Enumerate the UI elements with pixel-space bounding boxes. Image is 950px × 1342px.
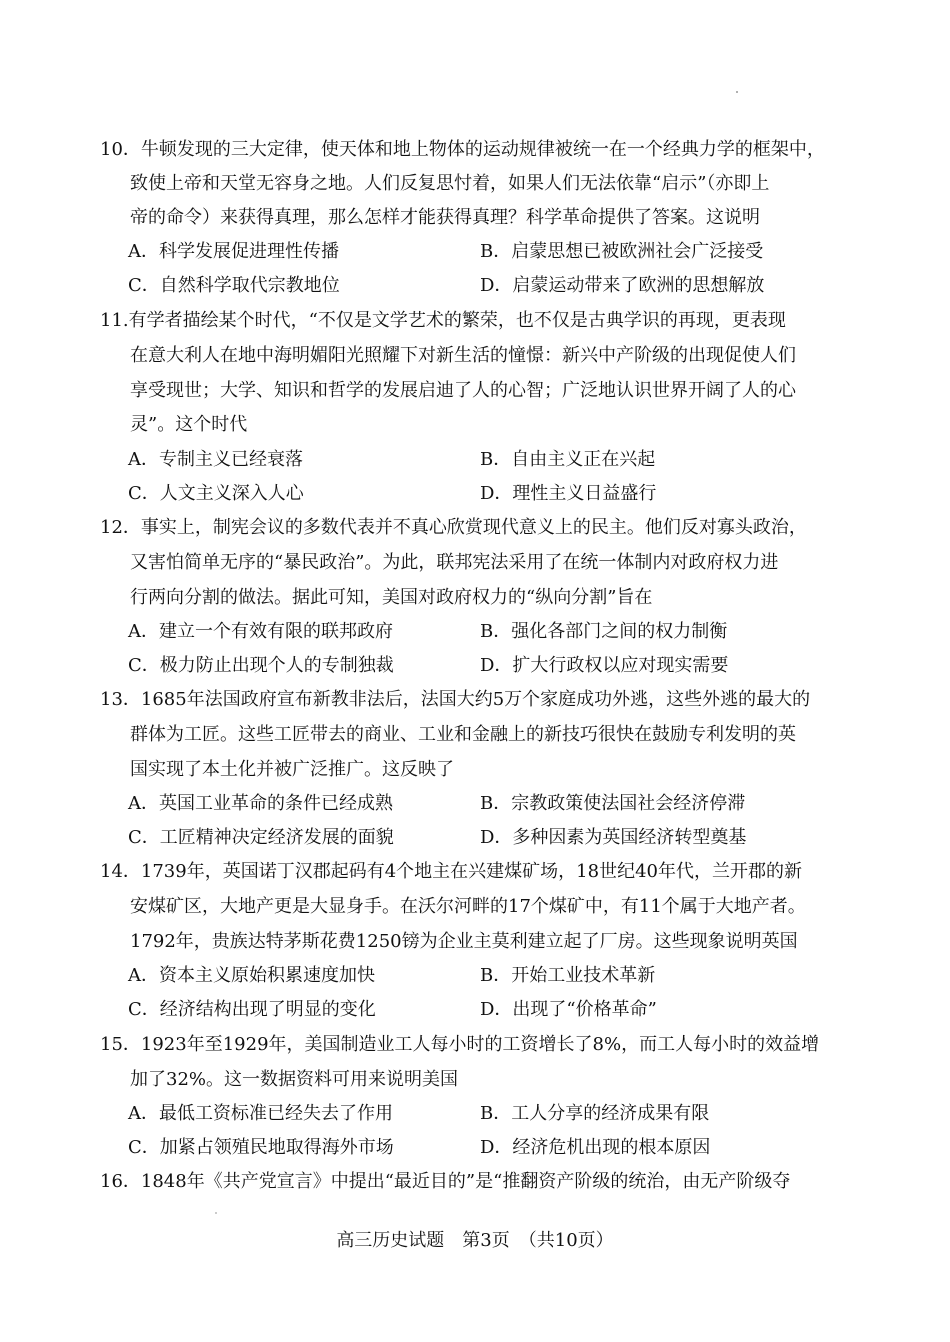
option-c: C．人文主义深入人心 [128, 483, 304, 504]
option-b: B．启蒙思想已被欧洲社会广泛接受 [480, 241, 764, 262]
question-stem-line: 致使上帝和天堂无容身之地。人们反复思忖着，如果人们无法依靠“启示”（亦即上 [130, 173, 770, 194]
question-stem-line: 15．1923年至1929年，美国制造业工人每小时的工资增长了8%，而工人每小时的效益增 [100, 1034, 820, 1055]
question-stem-line: 灵”。这个时代 [130, 414, 248, 435]
question-stem-line: 1792年，贵族达特茅斯花费1250镑为企业主莫利建立起了厂房。这些现象说明英国 [130, 931, 798, 952]
option-c: C．经济结构出现了明显的变化 [128, 999, 376, 1020]
question-stem-line: 安煤矿区，大地产更是大显身手。在沃尔河畔的17个煤矿中，有11个属于大地产者。 [130, 896, 806, 917]
option-b: B．开始工业技术革新 [480, 965, 656, 986]
option-d: D．启蒙运动带来了欧洲的思想解放 [480, 275, 765, 296]
option-c: C．自然科学取代宗教地位 [128, 275, 340, 296]
option-b: B．强化各部门之间的权力制衡 [480, 621, 728, 642]
option-c: C．工匠精神决定经济发展的面貌 [128, 827, 394, 848]
option-d: D．理性主义日益盛行 [480, 483, 657, 504]
question-stem-line: 行两向分割的做法。据此可知，美国对政府权力的“纵向分割”旨在 [130, 587, 653, 608]
option-b: B．自由主义正在兴起 [480, 449, 656, 470]
scan-speck [215, 1212, 217, 1214]
option-a: A．最低工资标准已经失去了作用 [128, 1103, 393, 1124]
option-c: C．加紧占领殖民地取得海外市场 [128, 1137, 394, 1158]
option-d: D．出现了“价格革命” [480, 999, 657, 1020]
option-c: C．极力防止出现个人的专制独裁 [128, 655, 394, 676]
option-b: B．工人分享的经济成果有限 [480, 1103, 710, 1124]
option-d: D．扩大行政权以应对现实需要 [480, 655, 729, 676]
question-stem-line: 享受现世；大学、知识和哲学的发展启迪了人的心智；广泛地认识世界开阔了人的心 [130, 380, 796, 401]
question-stem-line: 11.有学者描绘某个时代，“不仅是文学艺术的繁荣，也不仅是古典学识的再现，更表现 [100, 310, 786, 331]
question-stem-line: 群体为工匠。这些工匠带去的商业、工业和金融上的新技巧很快在鼓励专利发明的英 [130, 724, 796, 745]
option-b: B．宗教政策使法国社会经济停滞 [480, 793, 746, 814]
question-stem-line: 14．1739年，英国诺丁汉郡起码有4个地主在兴建煤矿场，18世纪40年代，兰开郡的新 [100, 861, 802, 882]
option-a: A．科学发展促进理性传播 [128, 241, 339, 262]
option-d: D．经济危机出现的根本原因 [480, 1137, 711, 1158]
question-stem-line: 国实现了本土化并被广泛推广。这反映了 [130, 759, 454, 780]
question-stem-line: 在意大利人在地中海明媚阳光照耀下对新生活的憧憬：新兴中产阶级的出现促使人们 [130, 345, 796, 366]
question-stem-line: 16．1848年《共产党宣言》中提出“最近目的”是“推翻资产阶级的统治，由无产阶级夺 [100, 1171, 791, 1192]
option-a: A．专制主义已经衰落 [128, 449, 303, 470]
option-a: A．英国工业革命的条件已经成熟 [128, 793, 393, 814]
question-stem-line: 12．事实上，制宪会议的多数代表并不真心欣赏现代意义上的民主。他们反对寡头政治， [100, 517, 807, 538]
page-footer: 高三历史试题 第3页 （共10页） [336, 1230, 614, 1251]
scan-speck [736, 91, 738, 93]
question-stem-line: 又害怕简单无序的“暴民政治”。为此，联邦宪法采用了在统一体制内对政府权力进 [130, 552, 779, 573]
question-stem-line: 帝的命令）来获得真理，那么怎样才能获得真理？科学革命提供了答案。这说明 [130, 207, 760, 228]
option-a: A．资本主义原始积累速度加快 [128, 965, 375, 986]
question-stem-line: 10．牛顿发现的三大定律，使天体和地上物体的运动规律被统一在一个经典力学的框架中， [100, 139, 825, 160]
option-a: A．建立一个有效有限的联邦政府 [128, 621, 393, 642]
question-stem-line: 加了32%。这一数据资料可用来说明美国 [130, 1069, 459, 1090]
option-d: D．多种因素为英国经济转型奠基 [480, 827, 747, 848]
question-stem-line: 13．1685年法国政府宣布新教非法后，法国大约5万个家庭成功外逃，这些外逃的最大的 [100, 689, 811, 710]
